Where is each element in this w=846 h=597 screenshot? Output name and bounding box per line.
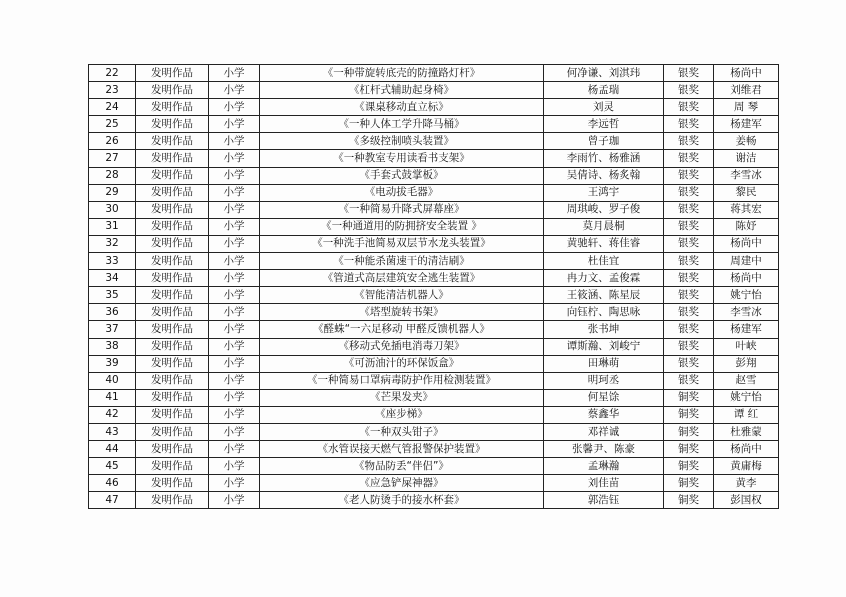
authors-cell: 何净谦、刘淇玮 — [544, 65, 664, 82]
tutor-cell: 彭翔 — [714, 355, 779, 372]
tutor-cell: 黄庸梅 — [714, 458, 779, 475]
row-number: 28 — [89, 167, 136, 184]
work-title-cell: 《杠杆式辅助起身椅》 — [260, 82, 544, 99]
group-cell: 小学 — [209, 321, 260, 338]
award-cell: 银奖 — [664, 184, 714, 201]
tutor-cell: 李雪冰 — [714, 167, 779, 184]
group-cell: 小学 — [209, 65, 260, 82]
category-cell: 发明作品 — [136, 287, 209, 304]
table-row — [89, 116, 779, 133]
authors-cell: 冉力文、孟俊霖 — [544, 270, 664, 287]
work-title-cell: 《一种简易口罩病毒防护作用检测装置》 — [260, 372, 544, 389]
work-title-cell: 《物品防丢“伴侣”》 — [260, 458, 544, 475]
category-cell: 发明作品 — [136, 321, 209, 338]
award-cell: 银奖 — [664, 99, 714, 116]
tutor-cell: 杨建军 — [714, 321, 779, 338]
category-cell: 发明作品 — [136, 492, 209, 509]
award-cell: 银奖 — [664, 338, 714, 355]
category-cell: 发明作品 — [136, 201, 209, 218]
table-row — [89, 441, 779, 458]
table-row — [89, 235, 779, 252]
tutor-cell: 黄李 — [714, 475, 779, 492]
tutor-cell: 周 琴 — [714, 99, 779, 116]
tutor-cell: 姚宁怡 — [714, 287, 779, 304]
tutor-cell: 叶峡 — [714, 338, 779, 355]
group-cell: 小学 — [209, 372, 260, 389]
category-cell: 发明作品 — [136, 270, 209, 287]
authors-cell: 莫月晨桐 — [544, 218, 664, 235]
award-cell: 铜奖 — [664, 441, 714, 458]
table-row — [89, 492, 779, 509]
row-number: 38 — [89, 338, 136, 355]
award-cell: 银奖 — [664, 150, 714, 167]
authors-cell: 李远哲 — [544, 116, 664, 133]
tutor-cell: 蒋其宏 — [714, 201, 779, 218]
work-title-cell: 《移动式免插电消毒刀架》 — [260, 338, 544, 355]
table-row — [89, 133, 779, 150]
authors-cell: 谭斯瀚、刘峻宁 — [544, 338, 664, 355]
work-title-cell: 《一种能杀菌速干的清洁刷》 — [260, 253, 544, 270]
group-cell: 小学 — [209, 458, 260, 475]
row-number: 26 — [89, 133, 136, 150]
category-cell: 发明作品 — [136, 184, 209, 201]
work-title-cell: 《多级控制喷头装置》 — [260, 133, 544, 150]
award-cell: 银奖 — [664, 270, 714, 287]
category-cell: 发明作品 — [136, 458, 209, 475]
group-cell: 小学 — [209, 184, 260, 201]
work-title-cell: 《应急铲屎神器》 — [260, 475, 544, 492]
award-cell: 银奖 — [664, 133, 714, 150]
table-row — [89, 167, 779, 184]
award-cell: 银奖 — [664, 372, 714, 389]
category-cell: 发明作品 — [136, 99, 209, 116]
table-row — [89, 338, 779, 355]
award-cell: 银奖 — [664, 235, 714, 252]
authors-cell: 向钰柠、陶思咏 — [544, 304, 664, 321]
category-cell: 发明作品 — [136, 338, 209, 355]
work-title-cell: 《座步梯》 — [260, 406, 544, 423]
award-cell: 铜奖 — [664, 475, 714, 492]
table-row — [89, 99, 779, 116]
work-title-cell: 《醛蛛“一六足移动 甲醛反馈机器人》 — [260, 321, 544, 338]
table-row — [89, 65, 779, 82]
tutor-cell: 杨尚中 — [714, 65, 779, 82]
work-title-cell: 《一种通道用的防拥挤安全装置 》 — [260, 218, 544, 235]
work-title-cell: 《手套式鼓掌板》 — [260, 167, 544, 184]
category-cell: 发明作品 — [136, 406, 209, 423]
table-row — [89, 253, 779, 270]
group-cell: 小学 — [209, 99, 260, 116]
table-row — [89, 304, 779, 321]
row-number: 42 — [89, 406, 136, 423]
row-number: 39 — [89, 355, 136, 372]
tutor-cell: 姜畅 — [714, 133, 779, 150]
row-number: 23 — [89, 82, 136, 99]
row-number: 37 — [89, 321, 136, 338]
table-row — [89, 218, 779, 235]
award-cell: 铜奖 — [664, 389, 714, 406]
work-title-cell: 《塔型旋转书架》 — [260, 304, 544, 321]
authors-cell: 王筱涵、陈星辰 — [544, 287, 664, 304]
authors-cell: 刘灵 — [544, 99, 664, 116]
award-cell: 铜奖 — [664, 492, 714, 509]
tutor-cell: 杨尚中 — [714, 441, 779, 458]
row-number: 27 — [89, 150, 136, 167]
tutor-cell: 陈妤 — [714, 218, 779, 235]
authors-cell: 孟琳瀚 — [544, 458, 664, 475]
table-row — [89, 389, 779, 406]
row-number: 35 — [89, 287, 136, 304]
work-title-cell: 《一种人体工学升降马桶》 — [260, 116, 544, 133]
authors-cell: 王鸿宇 — [544, 184, 664, 201]
tutor-cell: 李雪冰 — [714, 304, 779, 321]
tutor-cell: 杨尚中 — [714, 270, 779, 287]
row-number: 36 — [89, 304, 136, 321]
work-title-cell: 《一种简易升降式屏幕座》 — [260, 201, 544, 218]
group-cell: 小学 — [209, 475, 260, 492]
row-number: 29 — [89, 184, 136, 201]
table-row — [89, 372, 779, 389]
category-cell: 发明作品 — [136, 389, 209, 406]
table-row — [89, 270, 779, 287]
group-cell: 小学 — [209, 441, 260, 458]
work-title-cell: 《老人防烫手的接水杯套》 — [260, 492, 544, 509]
table-row — [89, 355, 779, 372]
authors-cell: 张馨尹、陈豪 — [544, 441, 664, 458]
award-cell: 银奖 — [664, 253, 714, 270]
award-cell: 银奖 — [664, 65, 714, 82]
awards-table — [88, 64, 779, 509]
group-cell: 小学 — [209, 218, 260, 235]
work-title-cell: 《一种洗手池简易双层节水龙头装置》 — [260, 235, 544, 252]
row-number: 40 — [89, 372, 136, 389]
row-number: 32 — [89, 235, 136, 252]
table-row — [89, 458, 779, 475]
category-cell: 发明作品 — [136, 150, 209, 167]
category-cell: 发明作品 — [136, 475, 209, 492]
award-cell: 银奖 — [664, 304, 714, 321]
row-number: 41 — [89, 389, 136, 406]
tutor-cell: 赵雪 — [714, 372, 779, 389]
tutor-cell: 杨尚中 — [714, 235, 779, 252]
group-cell: 小学 — [209, 492, 260, 509]
category-cell: 发明作品 — [136, 82, 209, 99]
group-cell: 小学 — [209, 201, 260, 218]
table-row — [89, 406, 779, 423]
authors-cell: 张书坤 — [544, 321, 664, 338]
tutor-cell: 谭 红 — [714, 406, 779, 423]
work-title-cell: 《管道式高层建筑安全逃生装置》 — [260, 270, 544, 287]
category-cell: 发明作品 — [136, 235, 209, 252]
authors-cell: 明珂丞 — [544, 372, 664, 389]
award-cell: 银奖 — [664, 287, 714, 304]
authors-cell: 黄驰轩、蒋佳睿 — [544, 235, 664, 252]
group-cell: 小学 — [209, 406, 260, 423]
group-cell: 小学 — [209, 253, 260, 270]
work-title-cell: 《课桌移动直立标》 — [260, 99, 544, 116]
work-title-cell: 《电动拔毛器》 — [260, 184, 544, 201]
row-number: 24 — [89, 99, 136, 116]
row-number: 33 — [89, 253, 136, 270]
tutor-cell: 周建中 — [714, 253, 779, 270]
group-cell: 小学 — [209, 338, 260, 355]
table-row — [89, 201, 779, 218]
award-cell: 铜奖 — [664, 458, 714, 475]
row-number: 46 — [89, 475, 136, 492]
award-cell: 银奖 — [664, 82, 714, 99]
group-cell: 小学 — [209, 82, 260, 99]
award-cell: 银奖 — [664, 201, 714, 218]
authors-cell: 吴倩诗、杨炙翰 — [544, 167, 664, 184]
row-number: 43 — [89, 423, 136, 440]
row-number: 44 — [89, 441, 136, 458]
tutor-cell: 姚宁怡 — [714, 389, 779, 406]
awards-table-body — [89, 65, 779, 509]
row-number: 25 — [89, 116, 136, 133]
award-cell: 银奖 — [664, 167, 714, 184]
award-cell: 银奖 — [664, 218, 714, 235]
row-number: 34 — [89, 270, 136, 287]
row-number: 31 — [89, 218, 136, 235]
category-cell: 发明作品 — [136, 304, 209, 321]
work-title-cell: 《可沥油汁的环保饭盒》 — [260, 355, 544, 372]
table-row — [89, 82, 779, 99]
authors-cell: 周琪峻、罗子俊 — [544, 201, 664, 218]
tutor-cell: 刘维君 — [714, 82, 779, 99]
row-number: 45 — [89, 458, 136, 475]
category-cell: 发明作品 — [136, 133, 209, 150]
category-cell: 发明作品 — [136, 253, 209, 270]
category-cell: 发明作品 — [136, 65, 209, 82]
table-row — [89, 321, 779, 338]
work-title-cell: 《一种带旋转底壳的防撞路灯杆》 — [260, 65, 544, 82]
category-cell: 发明作品 — [136, 423, 209, 440]
group-cell: 小学 — [209, 167, 260, 184]
row-number: 47 — [89, 492, 136, 509]
authors-cell: 蔡鑫华 — [544, 406, 664, 423]
category-cell: 发明作品 — [136, 355, 209, 372]
tutor-cell: 黎民 — [714, 184, 779, 201]
group-cell: 小学 — [209, 355, 260, 372]
category-cell: 发明作品 — [136, 116, 209, 133]
table-row — [89, 184, 779, 201]
group-cell: 小学 — [209, 270, 260, 287]
tutor-cell: 谢洁 — [714, 150, 779, 167]
work-title-cell: 《水管误接天燃气管报警保护装置》 — [260, 441, 544, 458]
authors-cell: 郭浩钰 — [544, 492, 664, 509]
authors-cell: 杨孟瑞 — [544, 82, 664, 99]
group-cell: 小学 — [209, 287, 260, 304]
category-cell: 发明作品 — [136, 167, 209, 184]
group-cell: 小学 — [209, 423, 260, 440]
category-cell: 发明作品 — [136, 441, 209, 458]
authors-cell: 曾子珈 — [544, 133, 664, 150]
tutor-cell: 杨建军 — [714, 116, 779, 133]
group-cell: 小学 — [209, 235, 260, 252]
authors-cell: 李雨竹、杨雅涵 — [544, 150, 664, 167]
award-cell: 银奖 — [664, 321, 714, 338]
tutor-cell: 彭国权 — [714, 492, 779, 509]
award-cell: 铜奖 — [664, 406, 714, 423]
group-cell: 小学 — [209, 150, 260, 167]
tutor-cell: 杜雅蒙 — [714, 423, 779, 440]
table-row — [89, 150, 779, 167]
row-number: 22 — [89, 65, 136, 82]
group-cell: 小学 — [209, 133, 260, 150]
authors-cell: 杜佳宜 — [544, 253, 664, 270]
work-title-cell: 《芒果发夹》 — [260, 389, 544, 406]
group-cell: 小学 — [209, 389, 260, 406]
work-title-cell: 《一种教室专用读看书支架》 — [260, 150, 544, 167]
work-title-cell: 《一种双头钳子》 — [260, 423, 544, 440]
award-cell: 银奖 — [664, 355, 714, 372]
table-row — [89, 423, 779, 440]
award-cell: 银奖 — [664, 116, 714, 133]
authors-cell: 何星馀 — [544, 389, 664, 406]
table-row — [89, 475, 779, 492]
category-cell: 发明作品 — [136, 218, 209, 235]
group-cell: 小学 — [209, 304, 260, 321]
authors-cell: 田琳萌 — [544, 355, 664, 372]
table-row — [89, 287, 779, 304]
authors-cell: 邓祥诚 — [544, 423, 664, 440]
category-cell: 发明作品 — [136, 372, 209, 389]
group-cell: 小学 — [209, 116, 260, 133]
authors-cell: 刘佳苗 — [544, 475, 664, 492]
row-number: 30 — [89, 201, 136, 218]
work-title-cell: 《智能清洁机器人》 — [260, 287, 544, 304]
award-cell: 铜奖 — [664, 423, 714, 440]
